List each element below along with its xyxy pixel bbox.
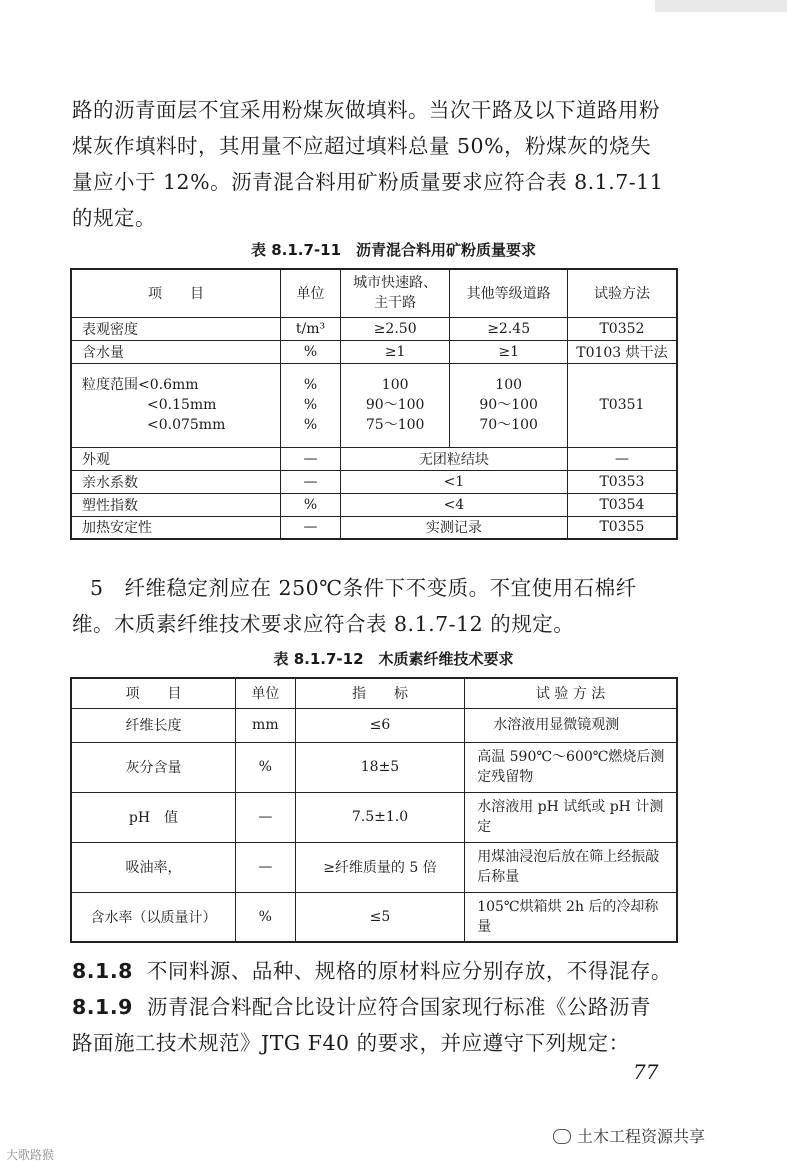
lignin-fiber-table	[70, 677, 678, 943]
cell-method: 水溶液用 pH 试纸或 pH 计测定	[465, 792, 677, 842]
table-row	[71, 493, 677, 516]
table2-caption: 表 8.1.7-12 木质素纤维技术要求	[273, 650, 514, 668]
cell-unit: —	[281, 447, 341, 470]
clause-8-1-9	[72, 989, 722, 1025]
cell-method: 高温 590℃～600℃燃烧后测定残留物	[465, 742, 677, 792]
table-row	[71, 892, 677, 942]
value-line: 100	[381, 377, 409, 393]
table-header-row	[71, 678, 677, 708]
intro-paragraph	[72, 92, 722, 236]
value-line: 100	[495, 377, 523, 393]
cell-item: pH 值	[71, 792, 235, 842]
watermark-right	[553, 1124, 705, 1147]
cell-value: ≤6	[295, 708, 464, 742]
cell-value: 18±5	[295, 742, 464, 792]
table-header-row	[71, 269, 677, 317]
cell-unit: %	[235, 742, 295, 792]
cell-item: 灰分含量	[71, 742, 235, 792]
table-row	[71, 470, 677, 493]
clause-continuation: 路面施工技术规范》JTG F40 的要求，并应遵守下列规定：	[72, 1031, 630, 1055]
watermark-right-text: 土木工程资源共享	[577, 1127, 706, 1146]
mineral-powder-table	[70, 268, 678, 540]
cell-unit: %	[281, 493, 341, 516]
table-row	[71, 742, 677, 792]
cell-unit: —	[235, 842, 295, 892]
cell-merged: <1	[340, 470, 567, 493]
table1-caption: 表 8.1.7-11 沥青混合料用矿粉质量要求	[250, 241, 537, 259]
unit-line: %	[303, 397, 318, 413]
cell-item: 含水量	[71, 340, 281, 363]
cell-item: 加热安定性	[71, 516, 281, 539]
header-unit: 单位	[235, 678, 295, 708]
cell-unit: —	[281, 516, 341, 539]
page-number: 77	[633, 1060, 659, 1084]
cell-item: 纤维长度	[71, 708, 235, 742]
cell-value: ≥纤维质量的 5 倍	[295, 842, 464, 892]
wechat-icon	[553, 1129, 571, 1144]
table-row	[71, 792, 677, 842]
cell-unit: t/m³	[281, 317, 341, 340]
cell-item: 吸油率，	[71, 842, 235, 892]
cell-item: 亲水系数	[71, 470, 281, 493]
cell-item: 含水率（以质量计）	[71, 892, 235, 942]
watermark-left: 大歌路猴	[6, 1148, 55, 1162]
table-row	[71, 842, 677, 892]
unit-line: %	[303, 417, 318, 433]
cell-value: ≥2.50	[340, 317, 450, 340]
cell-value	[340, 363, 450, 447]
cell-merged: <4	[340, 493, 567, 516]
cell-item: 塑性指数	[71, 493, 281, 516]
grading-line: 粒度范围<0.6mm	[82, 377, 199, 393]
table-row	[71, 708, 677, 742]
grading-line: <0.15mm	[147, 397, 217, 413]
table-row	[71, 340, 677, 363]
cell-value: ≤5	[295, 892, 464, 942]
unit-line: %	[303, 377, 318, 393]
fiber-line: 5 纤维稳定剂应在 250℃条件下不变质。不宜使用石棉纤	[90, 576, 637, 600]
header-unit: 单位	[281, 269, 341, 317]
clause-number: 8.1.8	[72, 959, 133, 983]
cell-value: ≥1	[340, 340, 450, 363]
cell-item	[71, 363, 281, 447]
header-method: 试 验 方 法	[465, 678, 677, 708]
fiber-paragraph	[72, 570, 710, 642]
cell-method: —	[567, 447, 677, 470]
header-item: 项 目	[71, 269, 281, 317]
cell-item: 表观密度	[71, 317, 281, 340]
header-item: 项 目	[71, 678, 235, 708]
value-line: 75～100	[365, 417, 425, 433]
header-index: 指 标	[295, 678, 464, 708]
cell-method: T0351	[567, 363, 677, 447]
cell-method: 水溶液用显微镜观测	[465, 708, 677, 742]
fiber-line: 维。木质素纤维技术要求应符合表 8.1.7-12 的规定。	[72, 612, 575, 636]
cell-unit: —	[235, 792, 295, 842]
cell-unit: %	[281, 340, 341, 363]
intro-line: 煤灰作填料时，其用量不应超过填料总量 50%，粉煤灰的烧失	[72, 134, 652, 158]
cell-merged: 无团粒结块	[340, 447, 567, 470]
cell-method: T0353	[567, 470, 677, 493]
clause-8-1-8	[72, 953, 722, 989]
table-row	[71, 516, 677, 539]
clauses-block	[72, 953, 722, 1061]
table-row	[71, 317, 677, 340]
cell-method: T0103 烘干法	[567, 340, 677, 363]
value-line: 70～100	[479, 417, 538, 433]
header-expressway: 城市快速路、 主干路	[340, 269, 450, 317]
grading-line: <0.075mm	[147, 417, 226, 433]
cell-method: T0352	[567, 317, 677, 340]
cell-value: 7.5±1.0	[295, 792, 464, 842]
cell-merged: 实测记录	[340, 516, 567, 539]
value-line: 90～100	[479, 397, 538, 413]
clause-number: 8.1.9	[72, 995, 133, 1019]
cell-method: T0355	[567, 516, 677, 539]
cell-unit: %	[235, 892, 295, 942]
intro-line: 量应小于 12%。沥青混合料用矿粉质量要求应符合表 8.1.7-11	[72, 170, 664, 194]
table-row-grading	[71, 363, 677, 447]
cell-method: 用煤油浸泡后放在筛上经振敲后称量	[465, 842, 677, 892]
cell-unit	[281, 363, 341, 447]
scan-corner-shadow	[655, 0, 787, 12]
cell-method: 105℃烘箱烘 2h 后的冷却称量	[465, 892, 677, 942]
clause-text: 不同料源、品种、规格的原材料应分别存放，不得混存。	[146, 959, 672, 983]
cell-value: ≥2.45	[450, 317, 567, 340]
clause-text: 沥青混合料配合比设计应符合国家现行标准《公路沥青	[146, 995, 651, 1019]
value-line: 90～100	[365, 397, 425, 413]
intro-line: 路的沥青面层不宜采用粉煤灰做填料。当次干路及以下道路用粉	[72, 98, 660, 122]
cell-unit: —	[281, 470, 341, 493]
cell-item: 外观	[71, 447, 281, 470]
header-other-roads: 其他等级道路	[450, 269, 567, 317]
cell-method: T0354	[567, 493, 677, 516]
cell-value	[450, 363, 567, 447]
cell-unit: mm	[235, 708, 295, 742]
intro-line: 的规定。	[72, 206, 156, 230]
header-method: 试验方法	[567, 269, 677, 317]
cell-value: ≥1	[450, 340, 567, 363]
table-row	[71, 447, 677, 470]
